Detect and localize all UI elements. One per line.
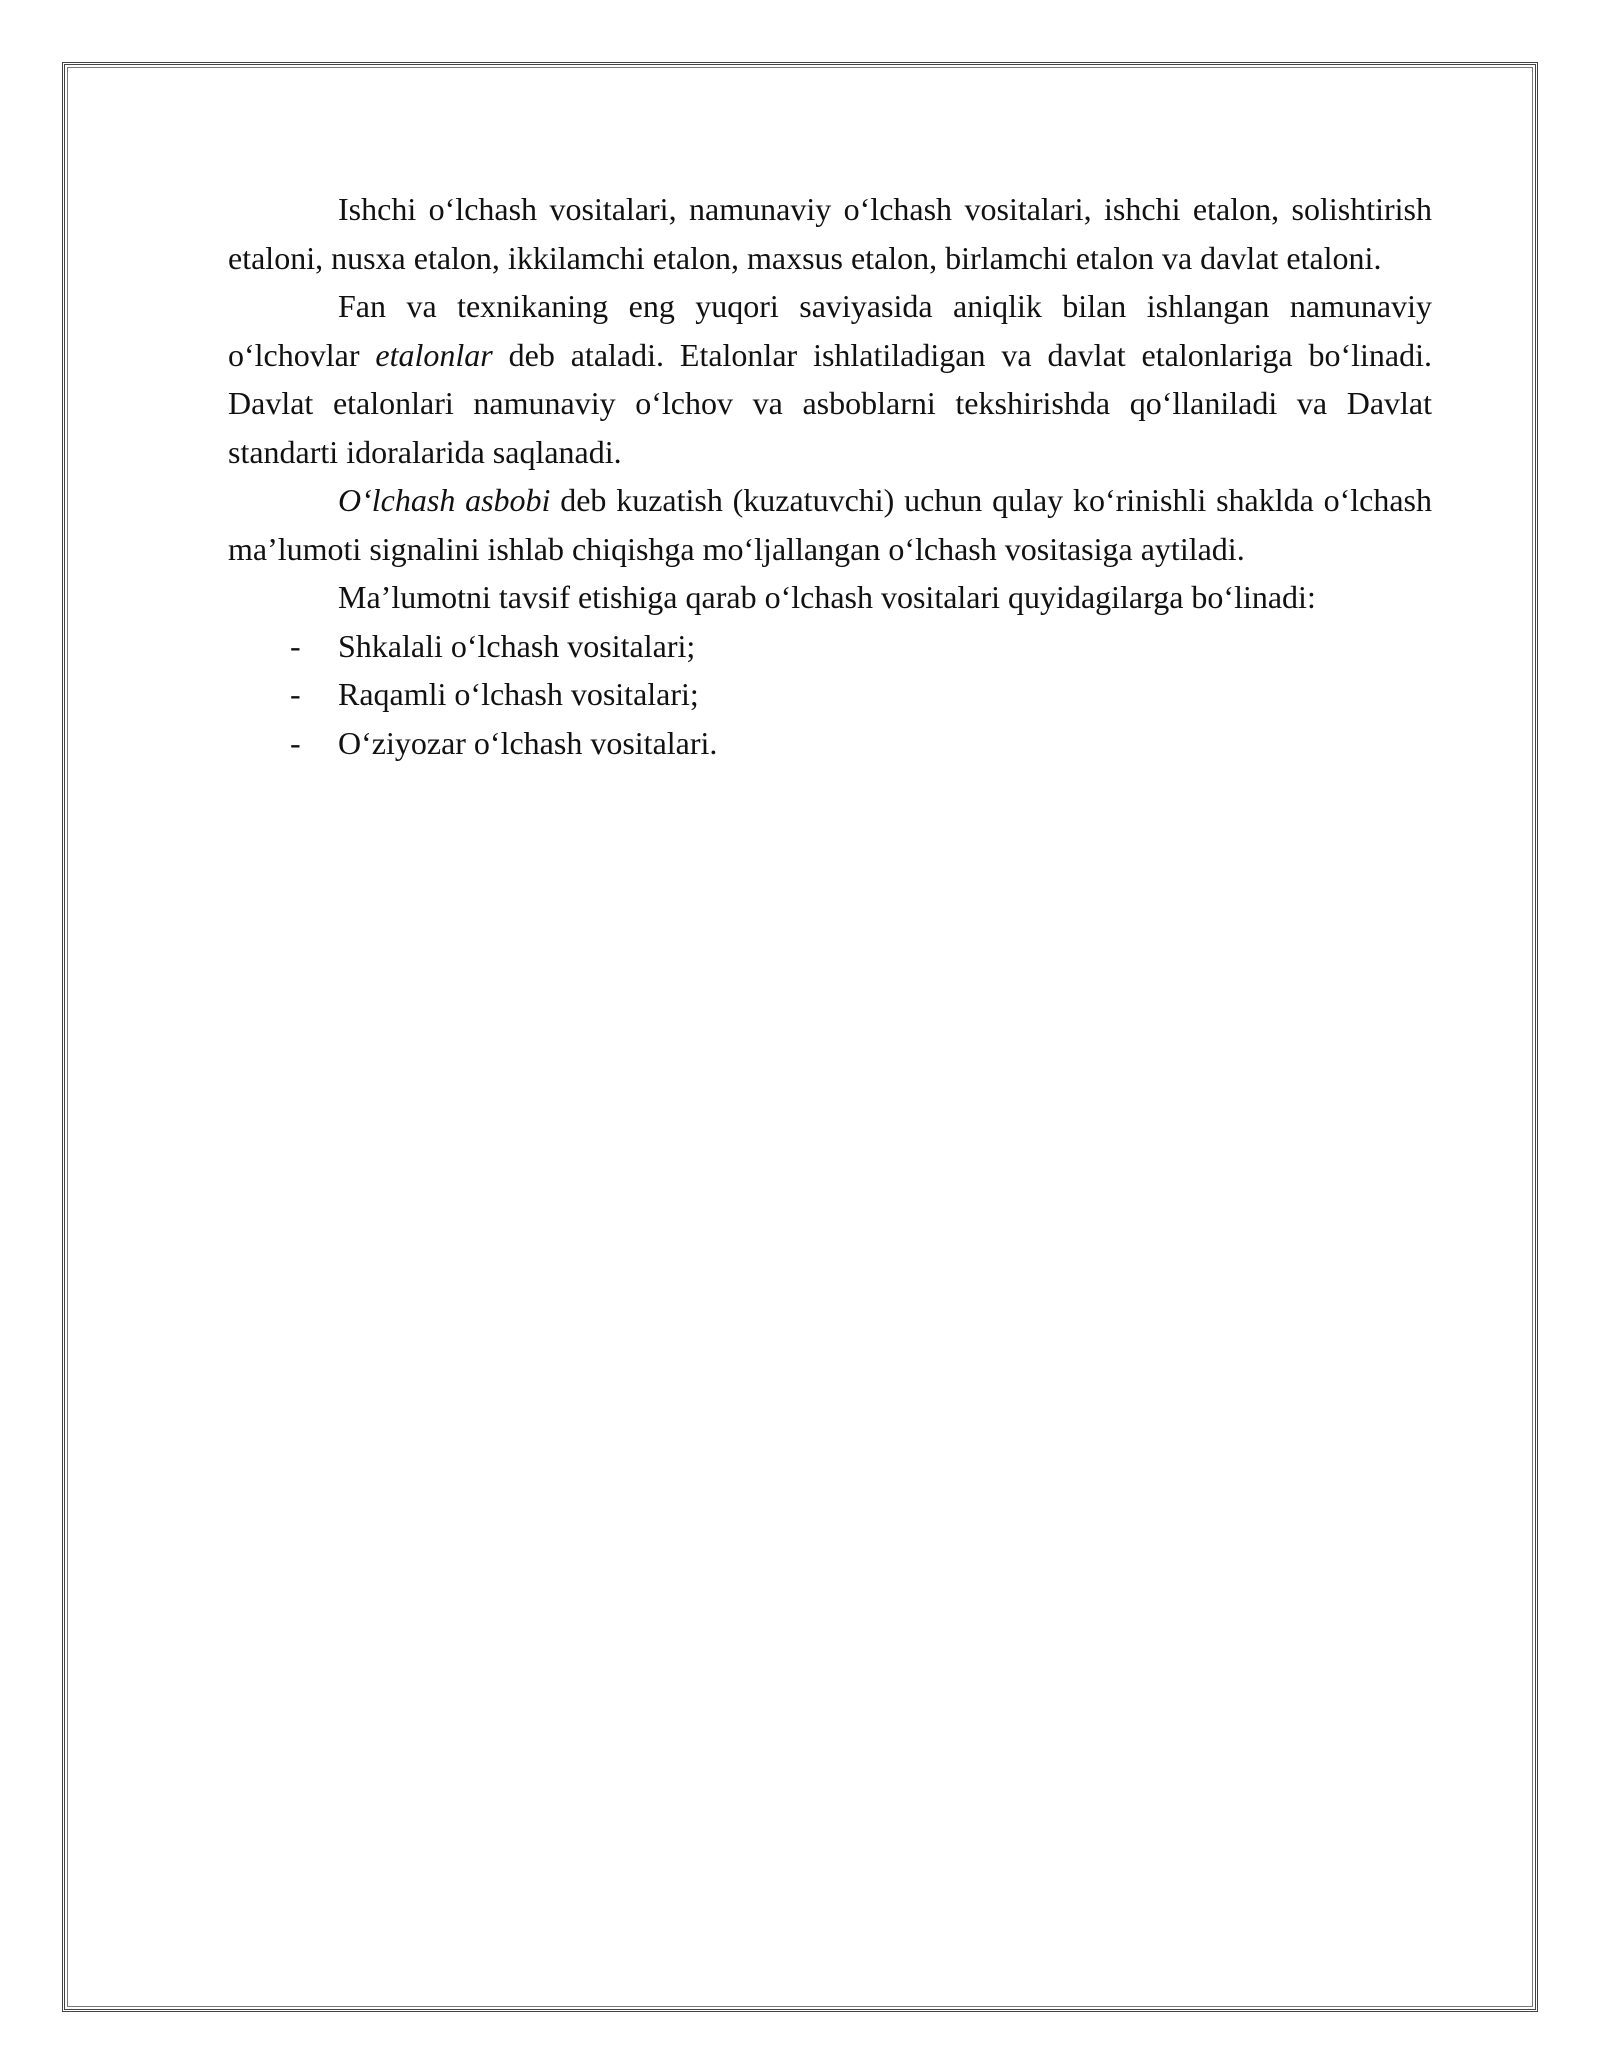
- term-olchash-asbobi: O‘lchash asbobi: [338, 482, 551, 518]
- dash-marker: -: [290, 676, 301, 712]
- dash-list: [228, 622, 1432, 768]
- dash-marker: -: [290, 627, 301, 664]
- paragraph-4: [228, 573, 1432, 622]
- list-item: [228, 670, 1432, 719]
- list-item: [228, 719, 1432, 768]
- term-etalonlar: etalonlar: [375, 336, 493, 373]
- dash-marker: -: [290, 724, 301, 761]
- paragraph-1: [228, 185, 1432, 282]
- paragraph-3-text: deb kuzatish (kuzatuvchi) uchun qulay ko‘rinishli shaklda o‘lchash ma’lumoti signalini ishlab chiqishga mo‘ljallangan o‘lchash vositasiga aytiladi.: [228, 482, 1433, 567]
- list-item-text: O‘ziyozar o‘lchash vositalari.: [338, 724, 718, 761]
- paragraph-2-text-start: Fan va texnikaning eng yuqori saviyasida aniqlik bilan ishlangan namunaviy o‘lchovlar: [228, 288, 1432, 373]
- list-item-text: Shkalali o‘lchash vositalari;: [338, 627, 696, 664]
- list-item: [228, 622, 1432, 671]
- paragraph-2: [228, 282, 1432, 476]
- paragraph-4-text: Ma’lumotni tavsif etishiga qarab o‘lchash vositalari quyidagilarga bo‘linadi:: [338, 579, 1316, 615]
- paragraph-2-text-end: deb ataladi. Etalonlar ishlatiladigan va davlat etalonlariga bo‘linadi. Davlat etalonlari namunaviy o‘lchov va asboblarni tekshirishda qo‘llaniladi va Davlat standarti idoralarida saqlanadi.: [228, 336, 1433, 470]
- paragraph-1-text: Ishchi o‘lchash vositalari, namunaviy o‘lchash vositalari, ishchi etalon, solishtirish etaloni, nusxa etalon, ikkilamchi etalon, maxsus etalon, birlamchi etalon va davlat etaloni.: [228, 191, 1432, 276]
- list-item-text: Raqamli o‘lchash vositalari;: [338, 676, 699, 712]
- document-body: [228, 185, 1432, 767]
- paragraph-3: [228, 476, 1432, 573]
